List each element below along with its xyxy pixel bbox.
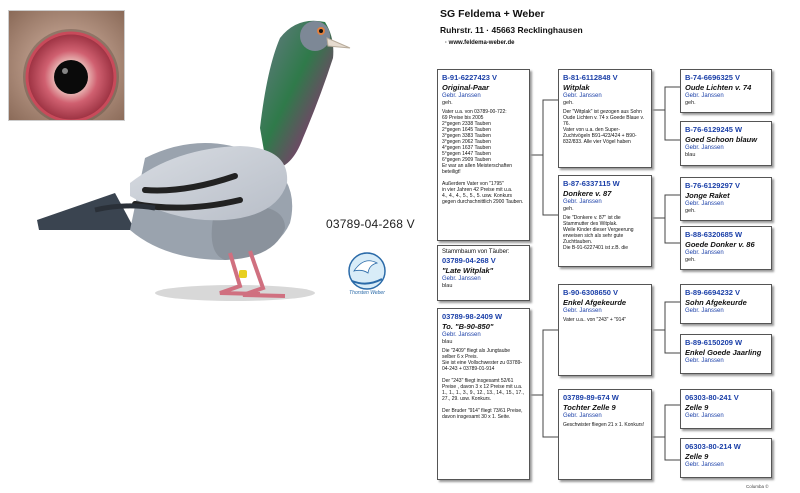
g1-breeder: Gebr. Janssen [685,93,724,99]
g6-name: Enkel Goede Jaarling [685,348,762,357]
g5-ring: B-89-6694232 V [685,288,741,297]
g6-ring: B-89-6150209 W [685,338,743,347]
g3-breeder: Gebr. Janssen [685,201,724,207]
main-ring-number: 03789-04-268 V [326,217,415,231]
subject-name: "Late Witplak" [442,266,494,275]
dam-ring: 03789-98-2409 W [442,312,503,321]
pedigree-ds-card [558,284,652,376]
ds-breeder: Gebr. Janssen [563,308,602,314]
pedigree-sd-card [558,175,652,267]
g7-breeder: Gebr. Janssen [685,413,724,419]
pedigree-g5-card [680,284,772,324]
breeder-website[interactable]: · www.feldema-weber.de [445,40,515,46]
g1-color: geh. [685,100,696,106]
g5-breeder: Gebr. Janssen [685,308,724,314]
dam-breeder: Gebr. Janssen [442,332,481,338]
breeder-address: Ruhrstr. 11 · 45663 Recklinghausen [440,25,583,35]
pedigree-g6-card [680,334,772,374]
sd-color: geh. [563,206,574,212]
subject-label: Stammbaum von Täuber: [442,249,510,255]
g1-name: Oude Lichten v. 74 [685,83,752,92]
g1-ring: B-74-6696325 V [685,73,741,82]
dd-ring: 03789-89-674 W [563,393,619,402]
copyright-note: Columba © [746,484,769,489]
dam-color: blau [442,339,453,345]
g7-name: Zelle 9 [685,403,709,412]
g2-color: blau [685,152,696,158]
sire-breeder: Gebr. Janssen [442,93,481,99]
dd-description: Geschwister fliegen 21 x 1. Konkurs! [563,422,645,428]
pedigree-g2-card [680,121,772,166]
sire-description: Vater u.a. von 03789-00-722: 69 Preise bis 2005 2°gegen 2338 Tauben 2°gegen 1645 Tauben 3°gegen 3383 Tauben 3°gegen 2062 Tauben 4°gegen 1637 Tauben 5°gegen 1447 Tauben 6°gegen 2909 Tauben Er war an allen Meisterschaften beteiligt! Außerdem Vater von "1795" in vier Jahren 42 Preise mit u.a. 4., 4., 4., 5., 5., 5. usw. Konkurs gegen durchschnittlich 2900 Tauben. [442,109,524,205]
subject-color: blau [442,283,453,289]
dd-breeder: Gebr. Janssen [563,413,602,419]
g4-ring: B-88-6320685 W [685,230,743,239]
sd-name: Donkere v. 87 [563,189,612,198]
logo-text: Thorsten Weber [349,290,385,296]
pedigree-g8-card [680,438,772,478]
ds-description: Vater u.a.. von "243" + "914" [563,317,627,323]
pedigree-sire-card [437,69,530,241]
ds-ring: B-90-6308650 V [563,288,619,297]
pedigree-g1-card [680,69,772,113]
g8-ring: 06303-80-214 W [685,442,741,451]
sd-breeder: Gebr. Janssen [563,199,602,205]
pedigree-g7-card [680,389,772,429]
dam-name: To. "B-90-850" [442,322,494,331]
sire-color: geh. [442,100,453,106]
subject-ring: 03789-04-268 V [442,256,496,265]
pedigree-dd-card [558,389,652,480]
ss-breeder: Gebr. Janssen [563,93,602,99]
subject-breeder: Gebr. Janssen [442,276,481,282]
g3-ring: B-76-6129297 V [685,181,741,190]
g2-ring: B-76-6129245 W [685,125,743,134]
pedigree-subject-card [437,245,530,301]
g3-name: Jonge Raket [685,191,730,200]
g2-breeder: Gebr. Janssen [685,145,724,151]
ss-color: geh. [563,100,574,106]
sire-ring: B-91-6227423 V [442,73,498,82]
sire-name: Original-Paar [442,83,490,92]
pedigree-g4-card [680,226,772,270]
g4-color: geh. [685,257,696,263]
sd-description: Die "Donkere v. 87" ist die Stammutter des Witplak. Weile Kinder dieser Vergeerung erweisen sich als sehr gute Zuchttauben. Die B-91-6227401 ist z.B. die [563,215,634,251]
g6-breeder: Gebr. Janssen [685,358,724,364]
dam-description: Die "2409" fliegt als Jungtaube selber 6 x Preis. Sie ist eine Vollschwester zu 03789-04-243 + 03789-01-914 Der "243" fliegt insgesamt 52/61 Preise , davon 3 x 12 Preise mit u.a. 1., 1., 1., 3., 9., 12., 13., 14., 15., 17., 27., 29. usw. Konkurs. Der Bruder "914" fliegt 73/61 Preise, davon insgesamt 30 x 1. Seite. [442,348,524,420]
g3-color: geh. [685,208,696,214]
g7-ring: 06303-80-241 V [685,393,739,402]
pedigree-ss-card [558,69,652,168]
dd-name: Tochter Zelle 9 [563,403,616,412]
g8-breeder: Gebr. Janssen [685,462,724,468]
breeder-name: SG Feldema + Weber [440,8,545,20]
ds-name: Enkel Afgekeurde [563,298,627,307]
ss-description: Der "Witplak" ist gezogen aus Sohn Oude Lichten v. 74 x Goede Blaue v. 76. Vater von u.a. den Super-Zuchtvögeln B91-423/424 + B90-832/833. Alle vier Vögel haben [563,109,644,145]
ss-name: Witplak [563,83,590,92]
g4-breeder: Gebr. Janssen [685,250,724,256]
pedigree-g3-card [680,177,772,221]
g8-name: Zelle 9 [685,452,709,461]
g2-name: Goed Schoon blauw [685,135,758,144]
g5-name: Sohn Afgekeurde [685,298,747,307]
g4-name: Goede Donker v. 86 [685,240,755,249]
sd-ring: B-87-6337115 W [563,179,620,188]
pedigree-dam-card [437,308,530,480]
ss-ring: B-81-6112848 V [563,73,618,82]
